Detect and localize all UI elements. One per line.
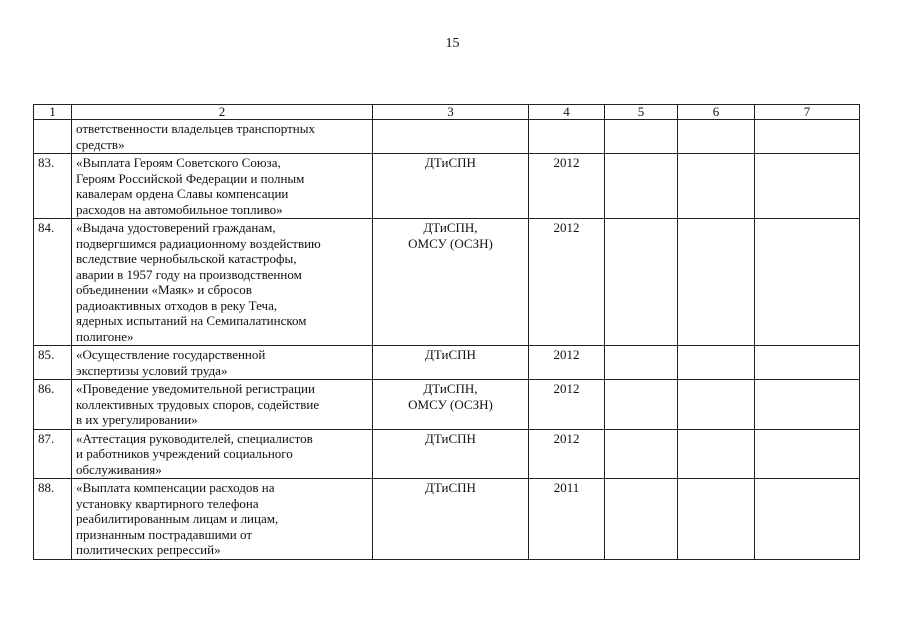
table-row [34,479,860,560]
column-6-cell [678,154,755,219]
year-cell [529,120,605,154]
column-7-cell [755,346,860,380]
services-table [33,104,860,560]
column-7-cell [755,429,860,479]
column-header-4: 4 [529,105,605,120]
service-name-cell: «Аттестация руководителей, специалистов и работников учреждений социального обслуживания» [72,429,373,479]
column-5-cell [605,154,678,219]
column-5-cell [605,120,678,154]
table-header-row [34,105,860,120]
service-name-cell: «Выдача удостоверений гражданам, подвергшимся радиационному воздействию вследствие чернобыльской катастрофы, аварии в 1957 году на производственном объединении «Маяк» и сбросов радиоактивных отходов в реку Теча, ядерных испытаний на Семипалатинском полигоне» [72,219,373,346]
column-header-2: 2 [72,105,373,120]
column-7-cell [755,219,860,346]
service-name-cell: «Осуществление государственной экспертизы условий труда» [72,346,373,380]
table-row [34,120,860,154]
executor-cell: ДТиСПН [373,429,529,479]
column-5-cell [605,219,678,346]
year-cell: 2012 [529,429,605,479]
executor-cell: ДТиСПН, ОМСУ (ОСЗН) [373,219,529,346]
column-5-cell [605,346,678,380]
page-number: 15 [445,36,460,51]
column-5-cell [605,380,678,430]
executor-cell: ДТиСПН [373,479,529,560]
column-6-cell [678,120,755,154]
executor-cell: ДТиСПН [373,154,529,219]
column-6-cell [678,219,755,346]
table-row [34,154,860,219]
row-number-cell [34,120,72,154]
table-body [34,120,860,560]
column-5-cell [605,479,678,560]
column-header-7: 7 [755,105,860,120]
row-number-cell: 85. [34,346,72,380]
column-7-cell [755,154,860,219]
service-name-cell: «Проведение уведомительной регистрации коллективных трудовых споров, содействие в их урегулировании» [72,380,373,430]
table-row [34,380,860,430]
service-name-cell: «Выплата компенсации расходов на установку квартирного телефона реабилитированным лицам и лицам, признанным пострадавшими от политических репрессий» [72,479,373,560]
table-row [34,219,860,346]
column-6-cell [678,479,755,560]
row-number-cell: 86. [34,380,72,430]
column-5-cell [605,429,678,479]
row-number-cell: 88. [34,479,72,560]
column-6-cell [678,380,755,430]
column-6-cell [678,346,755,380]
column-7-cell [755,380,860,430]
row-number-cell: 83. [34,154,72,219]
row-number-cell: 84. [34,219,72,346]
column-header-1: 1 [34,105,72,120]
year-cell: 2012 [529,346,605,380]
column-header-3: 3 [373,105,529,120]
column-header-6: 6 [678,105,755,120]
year-cell: 2012 [529,219,605,346]
service-name-cell: ответственности владельцев транспортных средств» [72,120,373,154]
row-number-cell: 87. [34,429,72,479]
column-6-cell [678,429,755,479]
service-name-cell: «Выплата Героям Советского Союза, Героям Российской Федерации и полным кавалерам ордена Славы компенсации расходов на автомобильное топливо» [72,154,373,219]
year-cell: 2012 [529,154,605,219]
column-header-5: 5 [605,105,678,120]
executor-cell: ДТиСПН [373,346,529,380]
column-7-cell [755,479,860,560]
column-7-cell [755,120,860,154]
table-row [34,346,860,380]
executor-cell [373,120,529,154]
year-cell: 2011 [529,479,605,560]
executor-cell: ДТиСПН, ОМСУ (ОСЗН) [373,380,529,430]
table-row [34,429,860,479]
year-cell: 2012 [529,380,605,430]
